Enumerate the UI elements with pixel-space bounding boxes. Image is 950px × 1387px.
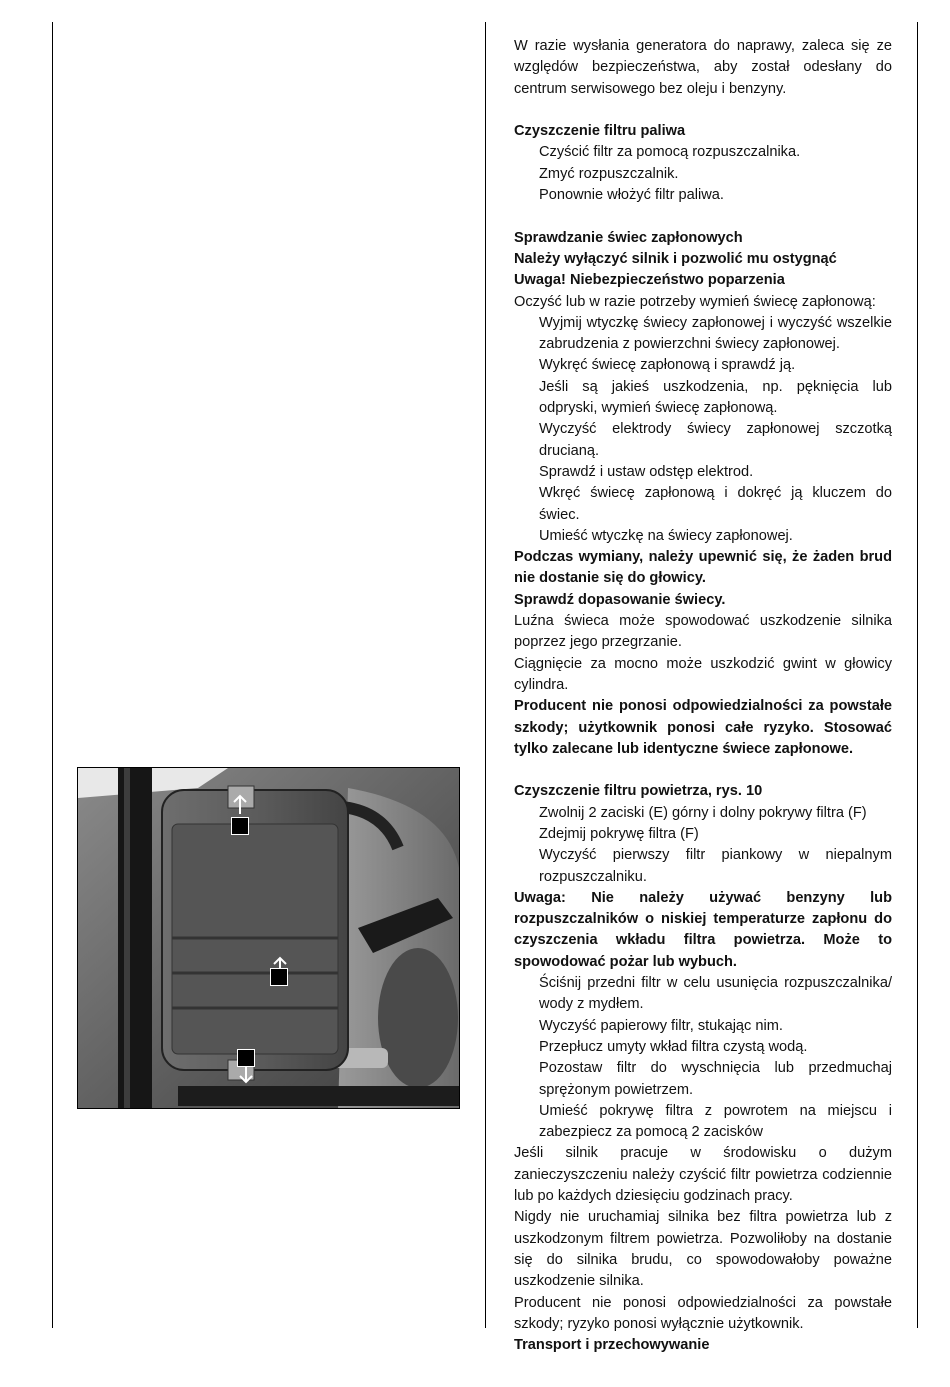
air-filter-photo: [78, 768, 460, 1109]
marker-bottom-clip: [237, 1049, 255, 1067]
paragraph: Umieść pokrywę filtra z powrotem na miejscu i zabezpiecz za pomocą 2 zacisków: [539, 1102, 892, 1141]
paragraph: Jeśli silnik pracuje w środowisku o dużym zanieczyszczeniu należy czyścić filtr powietrza codziennie lub po każdych dziesięciu godzinach pracy.: [514, 1145, 892, 1205]
section-heading: Sprawdź dopasowanie świecy.: [514, 591, 726, 608]
paragraph: Pozostaw filtr do wyschnięcia lub przedmuchaj sprężonym powietrzem.: [539, 1060, 892, 1098]
section-heading: Transport i przechowywanie: [514, 1337, 710, 1354]
paragraph: Sprawdź i ustaw odstęp elektrod.: [539, 463, 754, 480]
column-rule-right: [917, 22, 918, 1328]
paragraph-spacer: [514, 760, 892, 781]
marker-top-clip: [231, 817, 249, 835]
paragraph: Czyścić filtr za pomocą rozpuszczalnika.: [539, 144, 801, 161]
paragraph: Wyczyść papierowy filtr, stukając nim.: [539, 1017, 783, 1034]
air-filter-figure: [77, 767, 460, 1109]
section-heading: Czyszczenie filtru powietrza, rys. 10: [514, 783, 763, 800]
section-heading: Uwaga! Niebezpieczeństwo poparzenia: [514, 272, 785, 289]
paragraph: Zwolnij 2 zaciski (E) górny i dolny pokrywy filtra (F): [539, 804, 867, 821]
section-heading: Sprawdzanie świec zapłonowych: [514, 229, 743, 246]
section-heading: Należy wyłączyć silnik i pozwolić mu ostygnąć: [514, 250, 837, 267]
paragraph: Producent nie ponosi odpowiedzialności za powstałe szkody; ryzyko ponosi wyłącznie użytkownik.: [514, 1294, 892, 1332]
column-rule-left: [52, 22, 53, 1328]
section-heading: Uwaga: Nie należy używać benzyny lub rozpuszczalników o niskiej temperaturze zapłonu do czyszczenia wkładu filtra powietrza. Może to spowodować pożar lub wybuch.: [514, 889, 892, 970]
paragraph: Przepłucz umyty wkład filtra czystą wodą.: [539, 1038, 808, 1055]
paragraph: Wkręć świecę zapłonową i dokręć ją kluczem do świec.: [539, 485, 892, 523]
paragraph: Wyjmij wtyczkę świecy zapłonowej i wyczyść wszelkie zabrudzenia z powierzchni świecy zapłonowej.: [539, 314, 892, 353]
paragraph: W razie wysłania generatora do naprawy, zaleca się ze względów bezpieczeństwa, aby został odesłany do centrum serwisowego bez oleju i benzyny.: [514, 38, 892, 97]
paragraph: Ponownie włożyć filtr paliwa.: [539, 187, 724, 204]
text-column: [514, 36, 892, 1356]
section-heading: Czyszczenie filtru paliwa: [514, 123, 686, 140]
paragraph: Wyczyść elektrody świecy zapłonowej szczotką drucianą.: [539, 421, 892, 459]
paragraph: Oczyść lub w razie potrzeby wymień świecę zapłonową:: [514, 293, 876, 310]
paragraph: Wykręć świecę zapłonową i sprawdź ją.: [539, 357, 796, 374]
paragraph: Jeśli są jakieś uszkodzenia, np. pęknięcia lub odpryski, wymień świecę zapłonową.: [539, 378, 892, 417]
paragraph: Zmyć rozpuszczalnik.: [539, 165, 679, 182]
paragraph-spacer: [514, 100, 892, 121]
section-heading: Podczas wymiany, należy upewnić się, że żaden brud nie dostanie się do głowicy.: [514, 549, 892, 587]
paragraph: Umieść wtyczkę na świecy zapłonowej.: [539, 527, 793, 544]
paragraph-spacer: [514, 206, 892, 227]
paragraph: Ściśnij przedni filtr w celu usunięcia rozpuszczalnika/ wody z mydłem.: [539, 975, 892, 1013]
marker-middle: [270, 968, 288, 986]
paragraph: Zdejmij pokrywę filtra (F): [539, 825, 699, 842]
paragraph: Luźna świeca może spowodować uszkodzenie silnika poprzez jego przegrzanie.: [514, 613, 892, 651]
paragraph: Nigdy nie uruchamiaj silnika bez filtra powietrza lub z uszkodzonym filtrem powietrza. Pozwoliłoby na dostanie się do silnika brudu, co spowodowałoby poważne uszkodzenie silnika.: [514, 1209, 892, 1290]
column-rule-middle: [485, 22, 486, 1328]
paragraph: Wyczyść pierwszy filtr piankowy w niepalnym rozpuszczalniku.: [539, 847, 892, 885]
paragraph: Ciągnięcie za mocno może uszkodzić gwint w głowicy cylindra.: [514, 655, 892, 693]
section-heading: Producent nie ponosi odpowiedzialności za powstałe szkody; użytkownik ponosi całe ryzyko. Stosować tylko zalecane lub identyczne świece zapłonowe.: [514, 698, 892, 757]
